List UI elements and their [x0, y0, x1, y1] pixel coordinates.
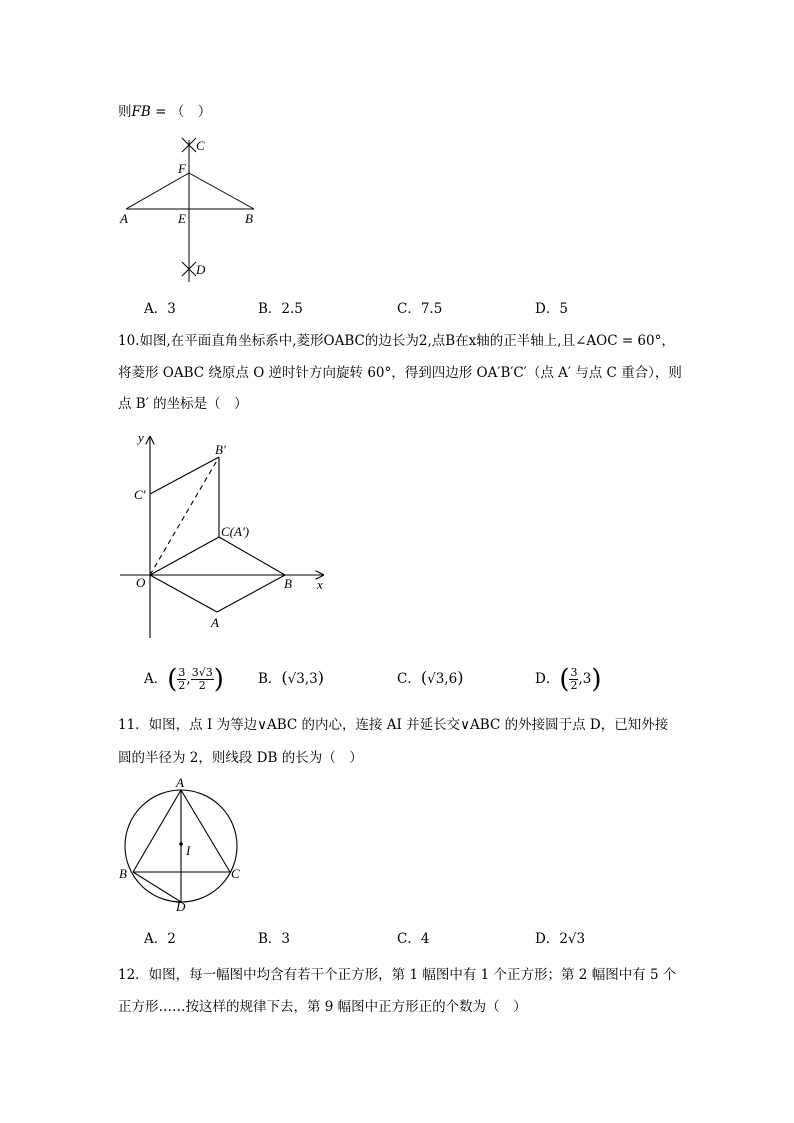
q9-label-C: C: [196, 138, 205, 153]
q10-label-y: y: [138, 430, 144, 445]
q12-line-1: 12．如图，每一幅图中均含有若干个正方形，第 1 幅图中有 1 个正方形；第 2 幅图中有 5 个: [118, 967, 677, 983]
q10-label-A: A: [211, 615, 219, 630]
q10-option-a-label: A．: [144, 671, 168, 687]
q10-option-d[interactable]: D．( $\frac{3}{2}$ ,3): [535, 664, 602, 695]
q11-label-D: D: [176, 899, 186, 914]
q10-label-O: O: [136, 575, 146, 590]
q9-label-D: D: [196, 262, 206, 277]
q10-option-b-x: √3: [287, 671, 305, 687]
q10-option-d-frac-x: $\frac{3}{2}$: [570, 666, 578, 692]
q11-label-I: I: [186, 843, 191, 858]
q11-side-AB: [133, 790, 181, 872]
q10-option-c-y: 6: [448, 671, 458, 687]
q9-var: FB: [131, 104, 151, 120]
q10-option-c[interactable]: C．(√3,6): [397, 668, 464, 687]
q10-option-a[interactable]: A．( $\frac{3}{2}$ , $\frac{3√3}{2}$ ): [144, 664, 224, 695]
q11-option-a[interactable]: A．2: [144, 931, 176, 947]
q9-option-b[interactable]: B．2.5: [258, 301, 303, 317]
q10-option-b-y: 3: [309, 671, 318, 687]
q11-label-A: A: [176, 775, 184, 790]
q10-option-a-frac-x: $\frac{3}{2}$: [178, 666, 186, 692]
q10-label-x: x: [317, 577, 323, 592]
q10-line-2: 将菱形 OABC 绕原点 O 逆时针方向旋转 60°，得到四边形 OA′B′C′（点 A′ 与点 C 重合），则: [118, 365, 682, 381]
q11-option-c[interactable]: C．4: [397, 931, 430, 947]
q11-option-b[interactable]: B．3: [258, 931, 291, 947]
q12-line-2: 正方形……按这样的规律下去，第 9 幅图中正方形正的个数为（ ）: [118, 999, 527, 1015]
q10-label-B: B: [284, 576, 292, 591]
q10-line-3: 点 B′ 的坐标是（ ）: [118, 396, 248, 412]
q11-label-B: B: [119, 866, 127, 881]
q9-option-d[interactable]: D．5: [535, 301, 568, 317]
q10-label-Cprime: C′: [134, 487, 146, 502]
q11-segment-BD: [133, 872, 181, 902]
q11-incenter-point: [179, 842, 183, 846]
q9-label-B: B: [245, 211, 253, 226]
q9-label-F: F: [178, 161, 186, 176]
q9-option-c[interactable]: C．7.5: [397, 301, 443, 317]
q10-option-d-y: 3: [582, 671, 592, 687]
q10-option-a-frac-y: $\frac{3√3}{2}$: [191, 666, 213, 692]
q9-label-E: E: [178, 211, 186, 226]
q10-label-Bprime: B′: [215, 442, 226, 457]
q11-line-2: 圆的半径为 2，则线段 DB 的长为（ ）: [118, 750, 363, 766]
q10-line-1: 10.如图,在平面直角坐标系中,菱形OABC的边长为2,点B在x轴的正半轴上,且∠AOC = 60°，: [118, 333, 675, 349]
q10-option-c-x: √3: [427, 671, 445, 687]
q9-option-a[interactable]: A．3: [144, 301, 176, 317]
q9-label-A: A: [120, 211, 128, 226]
q11-label-C: C: [231, 866, 240, 881]
q10-label-C-Aprime: C(A′): [221, 524, 250, 539]
q11-option-d[interactable]: D．2√3: [535, 931, 586, 947]
q11-side-AC: [181, 790, 230, 872]
q9-eq: = （ ）: [150, 104, 212, 120]
q11-line-1: 11．如图，点 I 为等边∨ABC 的内心，连接 AI 并延长交∨ABC 的外接圆于点 D，已知外接: [118, 717, 669, 733]
q10-option-b[interactable]: B．(√3,3): [258, 668, 325, 687]
q9-tail-text: 则: [118, 104, 132, 120]
